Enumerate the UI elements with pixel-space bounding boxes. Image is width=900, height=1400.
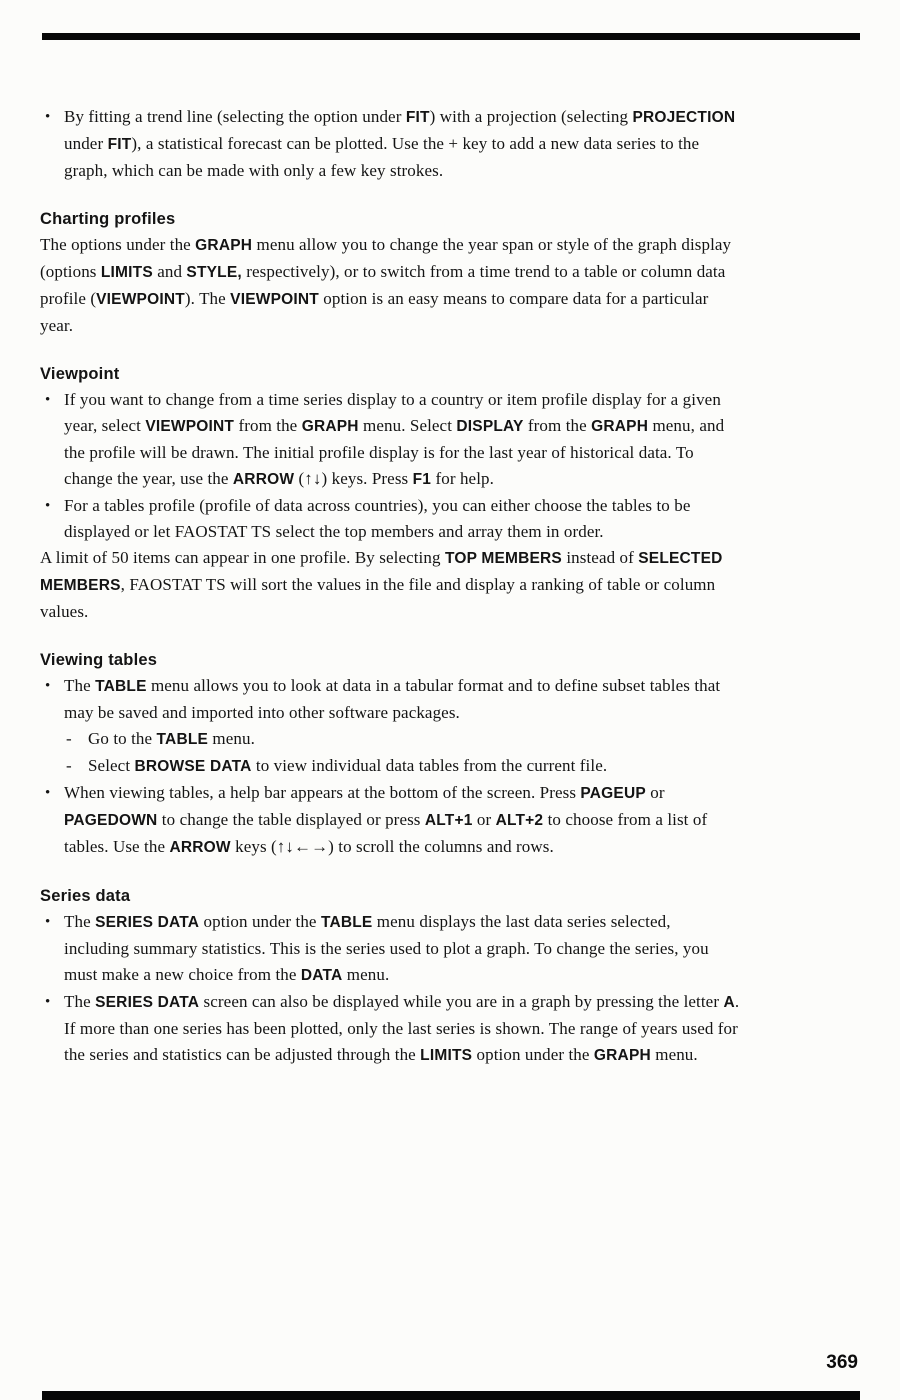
keyword: ALT+1 — [424, 812, 473, 829]
keyword: PROJECTION — [632, 109, 736, 126]
paragraph-text — [64, 107, 735, 180]
text-run: When viewing tables, a help bar appears at the bottom of the screen. Press — [64, 783, 581, 802]
keyword: VIEWPOINT — [145, 418, 235, 435]
text-run: If you want to change from a time series display to a country or item profile display for a given year, select — [64, 390, 721, 435]
keyword: BROWSE DATA — [134, 758, 252, 775]
document-body — [40, 104, 740, 1069]
keyword: TABLE — [320, 914, 373, 931]
text-run: menu, and the profile will be drawn. The initial profile display is for the last year of historical data. To change the year, use the — [64, 416, 725, 488]
text-run: menu allow you to change the year span or style of the graph display (options — [40, 235, 732, 281]
bullet-marker: • — [45, 392, 51, 408]
text-run: to change the table displayed or press — [157, 810, 425, 829]
text-run: The — [64, 992, 96, 1011]
keyword: SERIES DATA — [95, 914, 200, 931]
text-run: under — [64, 134, 108, 153]
bullet-marker: • — [45, 678, 51, 694]
text-run: keys (↑↓←→) to scroll the columns and rows. — [230, 837, 554, 856]
keyword: ARROW — [232, 471, 295, 488]
keyword: F1 — [412, 471, 432, 488]
keyword: TABLE — [156, 731, 209, 748]
text-run: instead of — [561, 548, 639, 567]
text-run: A limit of 50 items can appear in one profile. By selecting — [40, 548, 445, 567]
text-run: or — [472, 810, 496, 829]
text-run: menu. — [208, 729, 255, 748]
bullet-block — [40, 909, 740, 989]
text-run: menu. Select — [358, 416, 457, 435]
keyword: SERIES DATA — [95, 994, 200, 1011]
keyword: GRAPH — [195, 237, 253, 254]
bullet-marker: • — [45, 498, 51, 514]
dash-block — [40, 726, 740, 753]
text-run: menu allows you to look at data in a tabular format and to define subset tables that may be saved and imported into other software packages. — [64, 676, 721, 722]
paragraph-text — [64, 912, 709, 984]
keyword: SELECTED MEMBERS — [40, 550, 723, 594]
text-run: (↑↓) keys. Press — [294, 469, 413, 488]
text-run: Go to the — [88, 729, 157, 748]
paragraph-text — [64, 783, 707, 856]
keyword: FIT — [405, 109, 430, 126]
paragraph-text — [88, 729, 255, 748]
text-run: For a tables profile (profile of data across countries), you can either choose the tables to be displayed or let FAOSTAT TS select the top members and array them in order. — [64, 496, 691, 541]
paragraph-text — [88, 756, 607, 775]
page-number: 369 — [826, 1352, 858, 1373]
text-run: The — [64, 912, 96, 931]
bullet-block — [40, 673, 740, 726]
text-run: menu. — [650, 1045, 698, 1064]
dash-marker: - — [66, 756, 72, 775]
bullet-block — [40, 989, 740, 1069]
text-run: menu displays the last data series selected, including summary statistics. This is the series used to plot a graph. To change the series, you must make a new choice from the — [64, 912, 709, 984]
paragraph-text — [40, 235, 731, 335]
text-run: or — [645, 783, 665, 802]
keyword: GRAPH — [591, 418, 649, 435]
text-run: , FAOSTAT TS will sort the values in the file and display a ranking of table or column values. — [40, 575, 716, 621]
section-heading: Viewpoint — [40, 365, 120, 383]
keyword: DISPLAY — [456, 418, 524, 435]
keyword: A — [723, 994, 735, 1011]
keyword: VIEWPOINT — [230, 291, 319, 308]
paragraph-text — [64, 390, 724, 488]
text-run: option is an easy means to compare data for a particular year. — [40, 289, 709, 335]
keyword: ARROW — [169, 839, 231, 856]
bullet-marker: • — [45, 994, 51, 1010]
section-heading: Series data — [40, 887, 131, 905]
keyword: GRAPH — [593, 1047, 651, 1064]
section-heading: Charting profiles — [40, 210, 176, 228]
keyword: LIMITS — [100, 264, 153, 281]
text-run: ) with a projection (selecting — [429, 107, 633, 126]
paragraph-text — [64, 676, 720, 722]
text-run: The options under the — [40, 235, 196, 254]
text-run: respectively), or to switch from a time trend to a table or column data profile ( — [40, 262, 726, 308]
text-run: . If more than one series has been plotted, only the last series is shown. The range of years used for the series and statistics can be adjusted through the — [64, 992, 740, 1064]
text-run: option under the — [472, 1045, 594, 1064]
keyword: FIT — [107, 136, 132, 153]
bullet-block — [40, 493, 740, 545]
paragraph-text — [40, 548, 723, 621]
paragraph-text — [64, 496, 690, 541]
keyword: PAGEUP — [580, 785, 646, 802]
section-heading: Viewing tables — [40, 651, 158, 669]
text-run: The — [64, 676, 96, 695]
keyword: ALT+2 — [495, 812, 544, 829]
text-run: ), a statistical forecast can be plotted. Use the + key to add a new data series to the graph, which can be made with only a few key strokes. — [64, 134, 700, 180]
bottom-rule — [42, 1391, 860, 1400]
text-run: By fitting a trend line (selecting the option under — [64, 107, 406, 126]
keyword: LIMITS — [420, 1047, 473, 1064]
bullet-marker: • — [45, 914, 51, 930]
bullet-marker: • — [45, 785, 51, 801]
text-run: and — [152, 262, 187, 281]
bullet-block — [40, 780, 740, 861]
bullet-block — [40, 387, 740, 493]
keyword: VIEWPOINT — [96, 291, 185, 308]
bullet-marker: • — [45, 109, 51, 125]
text-run: from the — [234, 416, 302, 435]
text-run: from the — [523, 416, 592, 435]
keyword: TOP MEMBERS — [444, 550, 562, 567]
text-run: for help. — [431, 469, 494, 488]
top-rule — [42, 33, 860, 40]
text-run: screen can also be displayed while you are in a graph by pressing the letter — [199, 992, 724, 1011]
dash-block — [40, 753, 740, 780]
keyword: STYLE, — [186, 264, 242, 281]
text-run: ). The — [184, 289, 231, 308]
keyword: TABLE — [95, 678, 147, 695]
bullet-block — [40, 104, 740, 184]
text-run: Select — [88, 756, 135, 775]
text-run: option under the — [199, 912, 321, 931]
dash-marker: - — [66, 729, 72, 748]
text-run: to choose from a list of tables. Use the — [64, 810, 708, 856]
keyword: DATA — [300, 967, 343, 984]
text-run: to view individual data tables from the current file. — [251, 756, 608, 775]
paragraph-text — [64, 992, 739, 1064]
para-block — [40, 545, 740, 625]
text-run: menu. — [342, 965, 390, 984]
keyword: GRAPH — [301, 418, 359, 435]
para-block — [40, 232, 740, 339]
keyword: PAGEDOWN — [64, 812, 158, 829]
